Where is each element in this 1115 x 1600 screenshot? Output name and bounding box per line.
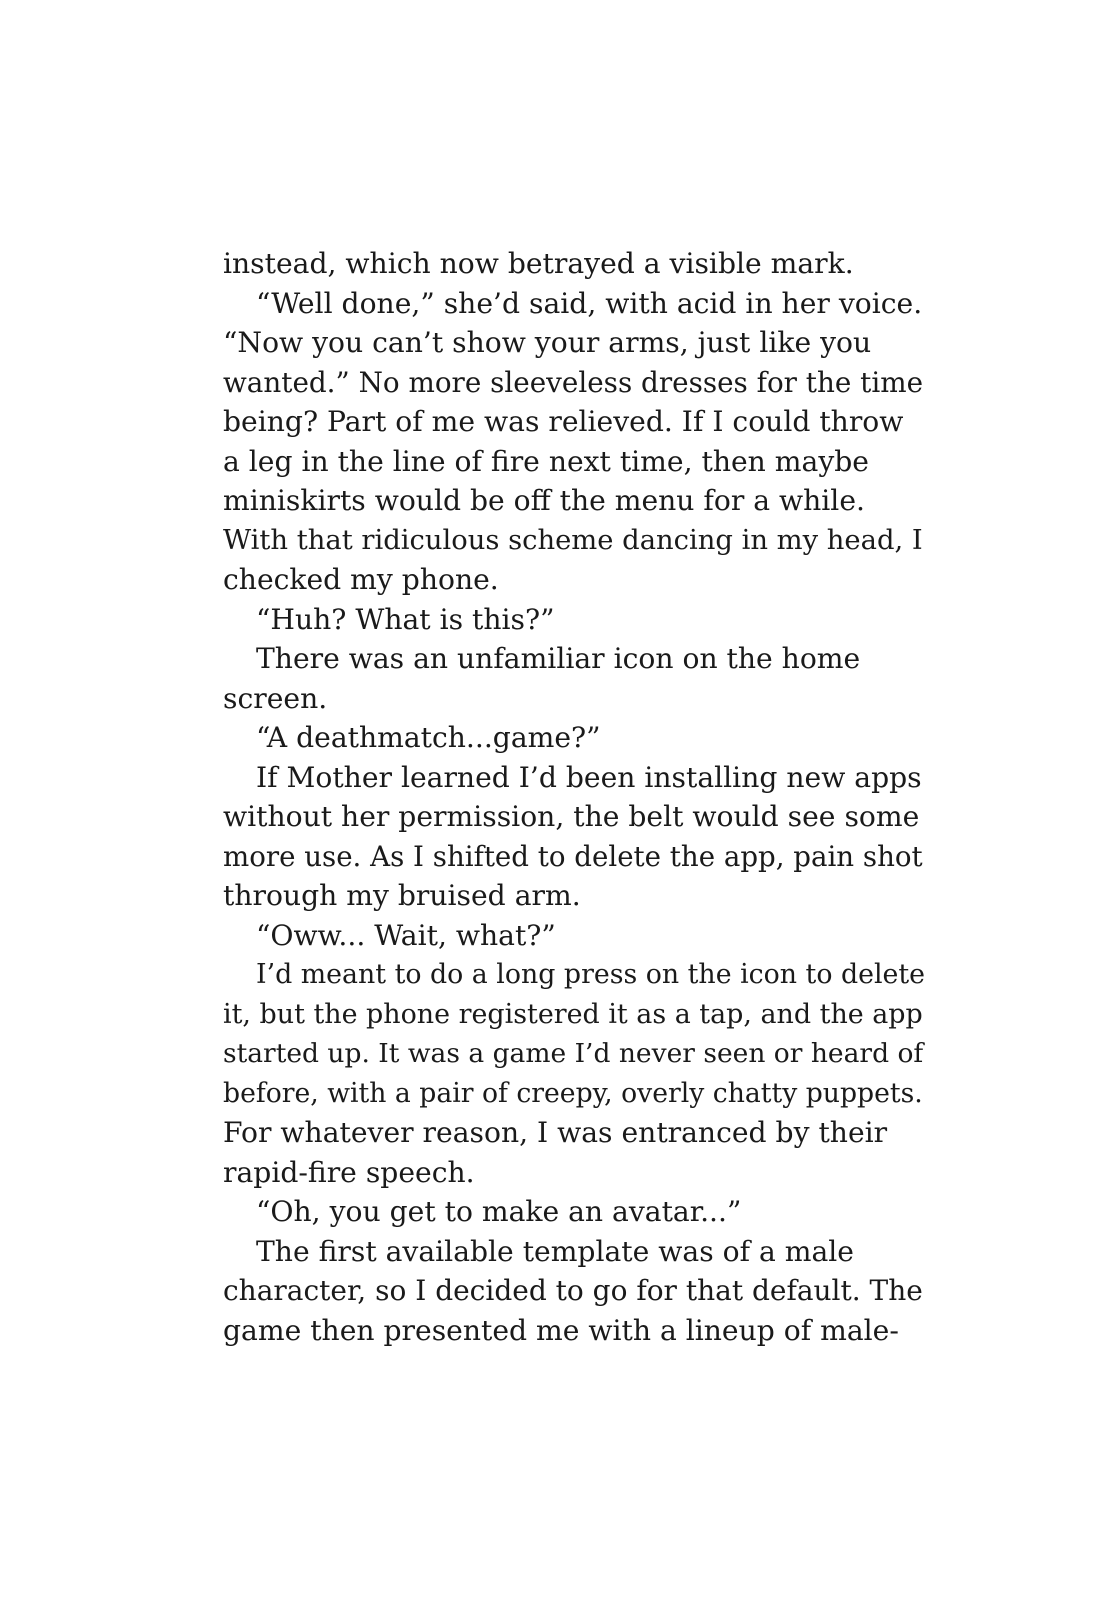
text-line: checked my phone.: [223, 563, 499, 596]
text-line: without her permission, the belt would see some: [223, 800, 920, 833]
text-line: “Huh? What is this?”: [256, 602, 555, 636]
text-line: character, so I decided to go for that default. The: [223, 1274, 923, 1307]
text-line: game then presented me with a lineup of male-: [223, 1313, 899, 1347]
text-line: For whatever reason, I was entranced by their: [223, 1116, 888, 1149]
text-line: before, with a pair of creepy, overly chatty puppets.: [223, 1077, 923, 1109]
text-line: “A deathmatch...game?”: [256, 721, 601, 754]
text-line: “Now you can’t show your arms, just like you: [223, 326, 872, 359]
text-line: it, but the phone registered it as a tap, and the app: [223, 998, 923, 1030]
text-line: With that ridiculous scheme dancing in my head, I: [223, 524, 923, 556]
text-line: rapid-fire speech.: [223, 1155, 475, 1189]
text-line: If Mother learned I’d been installing new apps: [256, 760, 922, 794]
text-line: being? Part of me was relieved. If I could throw: [223, 405, 904, 438]
text-line: through my bruised arm.: [223, 879, 581, 912]
text-line: “Oww... Wait, what?”: [256, 918, 556, 952]
text-line: The first available template was of a male: [256, 1234, 854, 1268]
text-line: miniskirts would be off the menu for a while.: [223, 484, 865, 517]
text-line: I’d meant to do a long press on the icon to delete: [256, 959, 926, 990]
text-line: instead, which now betrayed a visible mark.: [223, 247, 854, 280]
text-line: started up. It was a game I’d never seen or heard of: [223, 1038, 924, 1069]
body-text: [223, 244, 943, 1350]
text-line: screen.: [223, 681, 328, 715]
text-line: wanted.” No more sleeveless dresses for the time: [223, 365, 924, 399]
text-line: “Well done,” she’d said, with acid in her voice.: [256, 286, 923, 320]
text-line: a leg in the line of fire next time, then maybe: [223, 444, 869, 478]
text-line: more use. As I shifted to delete the app, pain shot: [223, 839, 923, 873]
text-line: “Oh, you get to make an avatar...”: [256, 1195, 742, 1228]
text-line: There was an unfamiliar icon on the home: [256, 642, 861, 675]
